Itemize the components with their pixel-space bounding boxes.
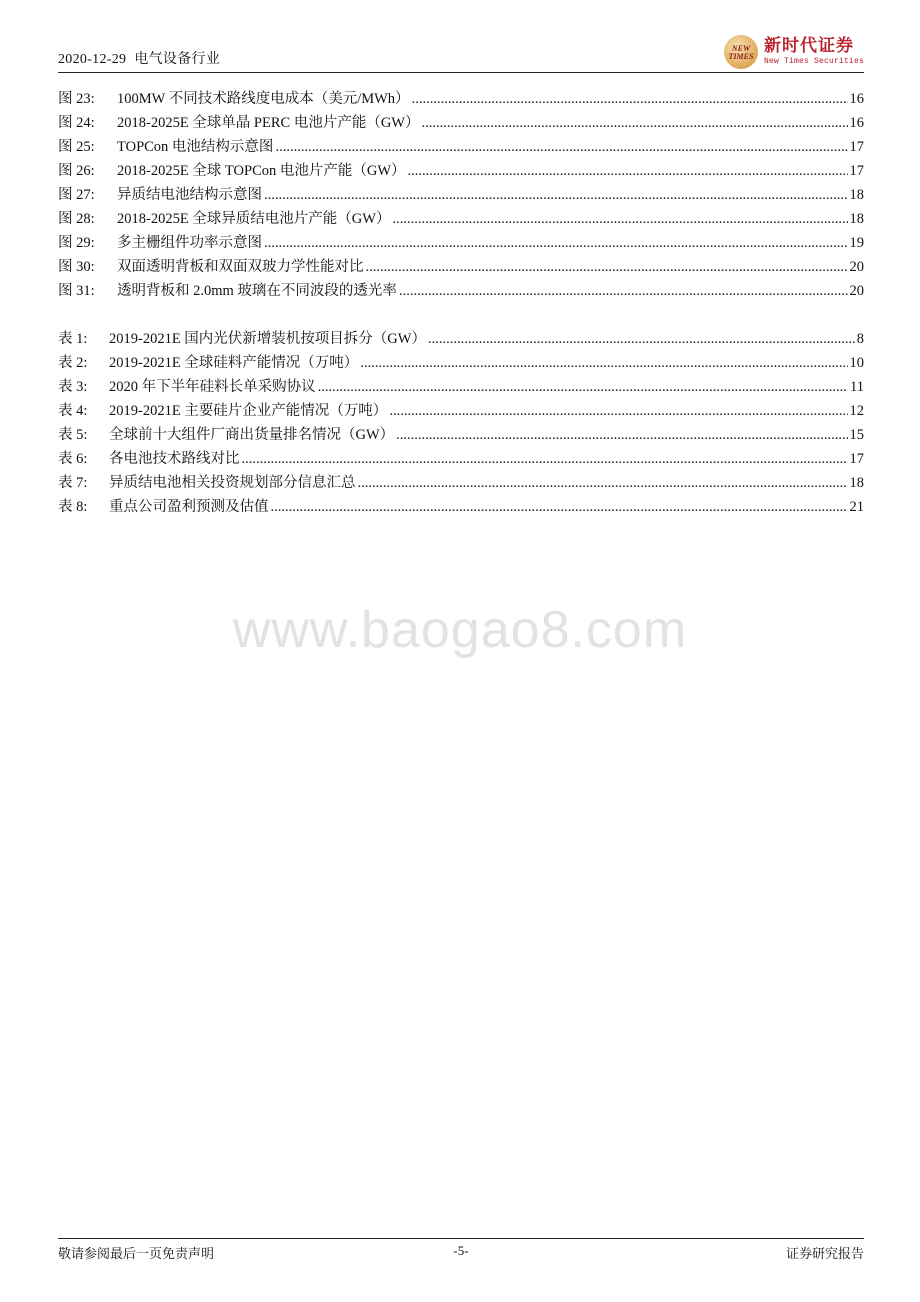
- entry-page-number: 17: [849, 451, 864, 467]
- entry-label: 表 5:: [58, 427, 88, 443]
- header-info: [58, 48, 220, 68]
- dot-leader: [392, 207, 847, 231]
- dot-leader: [360, 351, 847, 375]
- dot-leader: [421, 111, 847, 135]
- entry-page-number: 16: [849, 115, 864, 131]
- entry-page-number: 11: [850, 379, 864, 395]
- entry-label: 图 30:: [58, 259, 95, 275]
- entry-label: 表 7:: [58, 475, 88, 491]
- entry-label: 表 6:: [58, 451, 88, 467]
- entry-title: 2018-2025E 全球单晶 PERC 电池片产能（GW）: [117, 115, 420, 131]
- dot-leader: [275, 135, 847, 159]
- entry-label: 表 8:: [58, 499, 88, 515]
- entry-label: 图 27:: [58, 187, 95, 203]
- logo-chinese-name: 新时代证券: [763, 36, 854, 56]
- figure-index-entry[interactable]: [58, 135, 864, 159]
- dot-leader: [366, 255, 848, 279]
- entry-label: 图 29:: [58, 235, 95, 251]
- figure-index-entry[interactable]: [58, 231, 864, 255]
- table-index-entry[interactable]: [58, 399, 864, 423]
- entry-page-number: 20: [849, 283, 864, 299]
- page-number: -5-: [453, 1243, 469, 1258]
- entry-page-number: 17: [849, 163, 864, 179]
- entry-page-number: 20: [849, 259, 864, 275]
- entry-page-number: 17: [849, 139, 864, 155]
- dot-leader: [412, 87, 848, 111]
- entry-label: 图 25:: [58, 139, 95, 155]
- entry-title: 双面透明背板和双面双玻力学性能对比: [117, 259, 364, 275]
- dot-leader: [428, 327, 855, 351]
- figure-index-entry[interactable]: [58, 111, 864, 135]
- table-index-entry[interactable]: [58, 471, 864, 495]
- entry-page-number: 8: [856, 331, 864, 347]
- entry-page-number: 10: [849, 355, 864, 371]
- dot-leader: [358, 471, 848, 495]
- entry-title: 异质结电池相关投资规划部分信息汇总: [109, 475, 356, 491]
- entry-page-number: 15: [849, 427, 864, 443]
- entry-title: 100MW 不同技术路线度电成本（美元/MWh）: [117, 91, 410, 107]
- dot-leader: [264, 231, 848, 255]
- report-date: 2020-12-29: [58, 52, 127, 67]
- dot-leader: [389, 399, 847, 423]
- entry-page-number: 16: [849, 91, 864, 107]
- entry-page-number: 18: [849, 187, 864, 203]
- logo-english-name: New Times Securities: [763, 57, 864, 66]
- entry-title: 透明背板和 2.0mm 玻璃在不同波段的透光率: [117, 283, 397, 299]
- table-index-entry[interactable]: [58, 375, 864, 399]
- figure-index-entry[interactable]: [58, 279, 864, 303]
- dot-leader: [271, 495, 848, 519]
- entry-label: 表 3:: [58, 379, 88, 395]
- table-index-entry[interactable]: [58, 423, 864, 447]
- disclaimer-note: 敬请参阅最后一页免责声明: [58, 1246, 215, 1261]
- entry-label: 表 4:: [58, 403, 88, 419]
- entry-title: 2019-2021E 主要硅片企业产能情况（万吨）: [109, 403, 388, 419]
- figure-index-list: [58, 87, 864, 303]
- figure-index-entry[interactable]: [58, 255, 864, 279]
- dot-leader: [399, 279, 848, 303]
- figure-index-entry[interactable]: [58, 207, 864, 231]
- watermark: www.baogao8.com: [232, 601, 688, 659]
- entry-page-number: 21: [849, 499, 864, 515]
- entry-label: 图 31:: [58, 283, 95, 299]
- entry-title: 2019-2021E 国内光伏新增装机按项目拆分（GW）: [109, 331, 426, 347]
- dot-leader: [242, 447, 848, 471]
- logo-emblem-icon: NEW TIMES: [724, 35, 758, 69]
- figure-index-entry[interactable]: [58, 87, 864, 111]
- dot-leader: [318, 375, 848, 399]
- entry-title: 2020 年下半年硅料长单采购协议: [109, 379, 316, 395]
- dot-leader: [408, 159, 848, 183]
- dot-leader: [264, 183, 848, 207]
- entry-page-number: 18: [849, 475, 864, 491]
- entry-label: 图 28:: [58, 211, 95, 227]
- table-index-entry[interactable]: [58, 495, 864, 519]
- entry-title: 重点公司盈利预测及估值: [109, 499, 269, 515]
- entry-title: 全球前十大组件厂商出货量排名情况（GW）: [109, 427, 395, 443]
- table-index-entry[interactable]: [58, 327, 864, 351]
- table-index-entry[interactable]: [58, 447, 864, 471]
- entry-title: 2018-2025E 全球异质结电池片产能（GW）: [117, 211, 391, 227]
- entry-label: 表 2:: [58, 355, 88, 371]
- company-logo: [724, 34, 864, 70]
- entry-title: 异质结电池结构示意图: [117, 187, 262, 203]
- entry-title: 多主栅组件功率示意图: [117, 235, 262, 251]
- table-index-list: [58, 327, 864, 519]
- report-type: 证券研究报告: [785, 1246, 864, 1261]
- figure-index-entry[interactable]: [58, 159, 864, 183]
- page-header: [58, 38, 864, 73]
- entry-label: 图 23:: [58, 91, 95, 107]
- entry-page-number: 19: [849, 235, 864, 251]
- entry-page-number: 18: [849, 211, 864, 227]
- table-index-entry[interactable]: [58, 351, 864, 375]
- entry-label: 表 1:: [58, 331, 88, 347]
- entry-title: 2018-2025E 全球 TOPCon 电池片产能（GW）: [117, 163, 406, 179]
- entry-label: 图 24:: [58, 115, 95, 131]
- entry-title: 各电池技术路线对比: [109, 451, 240, 467]
- dot-leader: [396, 423, 847, 447]
- entry-page-number: 12: [849, 403, 864, 419]
- page-footer: [58, 1238, 864, 1261]
- industry-name: 电气设备行业: [134, 52, 221, 67]
- entry-title: TOPCon 电池结构示意图: [117, 139, 274, 155]
- entry-title: 2019-2021E 全球硅料产能情况（万吨）: [109, 355, 359, 371]
- figure-index-entry[interactable]: [58, 183, 864, 207]
- entry-label: 图 26:: [58, 163, 95, 179]
